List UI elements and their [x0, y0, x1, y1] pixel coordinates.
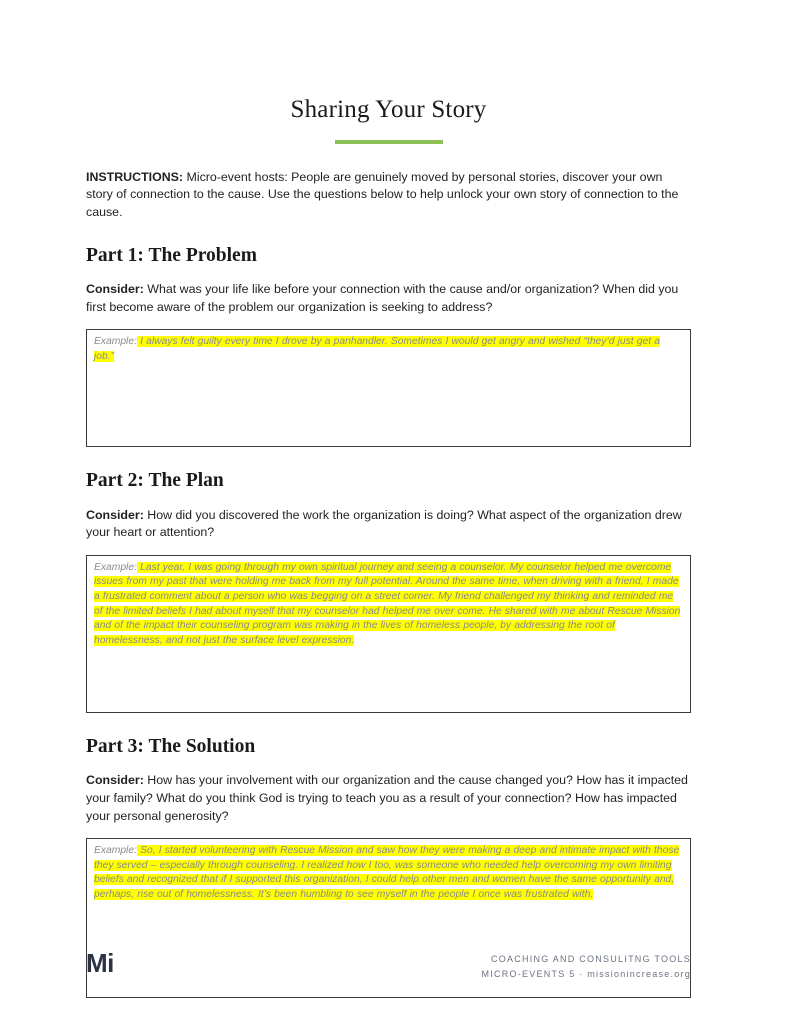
example-label-part-3: Example:: [94, 845, 137, 857]
footer-credits: [481, 952, 691, 982]
consider-paragraph-part-2: [86, 507, 691, 543]
consider-label-part-2: Consider:: [86, 507, 144, 522]
consider-label-part-3: Consider:: [86, 773, 144, 788]
consider-label-part-1: Consider:: [86, 282, 144, 297]
example-label-part-2: Example:: [94, 561, 137, 573]
consider-body-part-1: What was your life like before your connection with the cause and/or organization? When did you first become aware of the problem our organization is seeking to address?: [86, 282, 679, 314]
example-text-part-1: [94, 335, 683, 364]
example-body-part-2: Last year, I was going through my own spiritual journey and seeing a counselor. My counselor helped me overcome issues from my past that were holding me back from my full potential. Around the same time, when driving with a friend, I made a frustrated comment about a person who was begging on a street corner. My friend challenged my thinking and reminded me of the limited beliefs I had about myself that my counselor had helped me over come. He shared with me about Rescue Mission and of the impact their counseling program was making in the lives of homeless people, by addressing the root of homelessness, and not just the surface level expression.: [94, 561, 681, 646]
section-heading-part-2: Part 2: The Plan: [86, 470, 224, 492]
section-heading-part-3: Part 3: The Solution: [86, 735, 256, 757]
section-part-2: [86, 469, 691, 713]
answer-box-part-1[interactable]: [86, 329, 691, 447]
section-part-1: [86, 244, 691, 448]
instructions-paragraph: [86, 169, 691, 222]
example-text-part-2: [94, 561, 683, 649]
example-label-part-1: Example:: [94, 336, 137, 348]
consider-body-part-2: How did you discovered the work the organization is doing? What aspect of the organization drew your heart or attention?: [86, 507, 682, 540]
answer-box-part-2[interactable]: [86, 555, 691, 713]
example-body-part-3: So, I started volunteering with Rescue Mission and saw how they were making a deep and intimate impact with those they served – especially through counseling. I realized how I too, was someone who needed help overcoming my own limiting beliefs and recognized that if I supported this organization, I could help other men and women have the same opportunity and, perhaps, rise out of homelessness. It’s been humbling to see myself in the people I once was frustrated with.: [94, 845, 680, 900]
section-heading-part-1: Part 1: The Problem: [86, 244, 257, 266]
consider-paragraph-part-1: [86, 281, 691, 317]
document-content: [86, 0, 691, 998]
footer-line-1: COACHING AND CONSULITNG TOOLS: [491, 954, 691, 964]
consider-paragraph-part-3: [86, 772, 691, 826]
instructions-body: Micro-event hosts: People are genuinely moved by personal stories, discover your own story of connection to the cause. Use the questions below to help unlock your own story of connection to the cause.: [86, 169, 679, 219]
example-body-part-1: I always felt guilty every time I drove by a panhandler. Sometimes I would get angry and wished “they’d just get a job.”: [94, 336, 660, 362]
instructions-label: INSTRUCTIONS:: [86, 169, 184, 184]
footer-line-2: MICRO-EVENTS 5 · missionincrease.org: [481, 968, 691, 979]
page-title: Sharing Your Story: [290, 96, 487, 123]
title-divider: [335, 140, 443, 144]
mission-increase-logo: Mi: [86, 948, 114, 978]
page-footer: [86, 948, 691, 988]
example-text-part-3: [94, 844, 683, 902]
consider-body-part-3: How has your involvement with our organization and the cause changed you? How has it impacted your family? What do you think God is trying to teach you as a result of your connection? How has impacted your personal generosity?: [86, 773, 688, 823]
